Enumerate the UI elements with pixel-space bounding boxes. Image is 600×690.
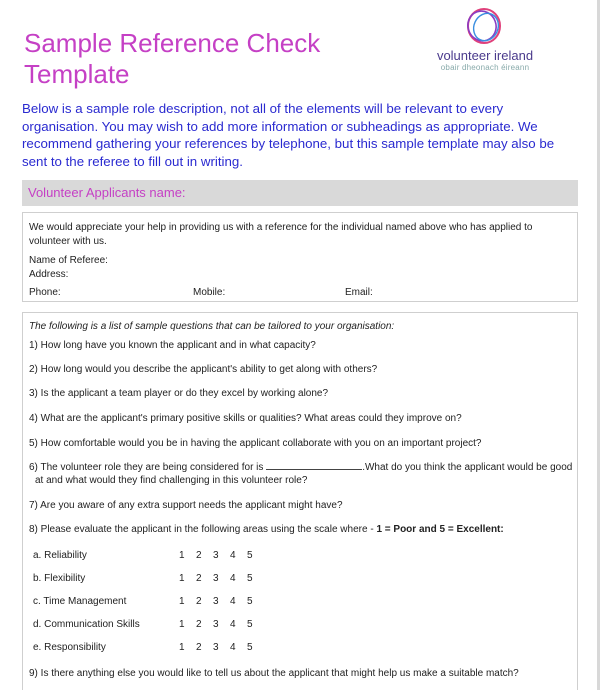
question-7: 7) Are you aware of any extra support needs the applicant might have? — [29, 500, 343, 511]
volunteer-ireland-logo — [430, 6, 540, 72]
referee-phone-label: Phone: — [29, 287, 61, 298]
rating-row: b. Flexibility 1 2 3 4 5 — [33, 573, 273, 585]
questions-box — [22, 312, 578, 690]
referee-name-label: Name of Referee: — [29, 255, 108, 266]
referee-email-label: Email: — [345, 287, 373, 298]
role-blank-line — [266, 461, 362, 470]
rating-scale[interactable]: 1 2 3 4 5 — [179, 596, 253, 607]
rating-scale[interactable]: 1 2 3 4 5 — [179, 642, 253, 653]
logo-name: volunteer ireland — [436, 48, 534, 63]
questions-intro: The following is a list of sample questions that can be tailored to your organisation: — [29, 321, 395, 332]
applicant-name-field[interactable] — [22, 180, 578, 206]
question-2: 2) How long would you describe the applicant's ability to get along with others? — [29, 364, 378, 375]
question-3: 3) Is the applicant a team player or do they excel by working alone? — [29, 388, 329, 399]
referee-intro-text: We would appreciate your help in providing us with a reference for the individual named above who has applied to volunteer with us. — [29, 222, 533, 247]
rating-scale[interactable]: 1 2 3 4 5 — [179, 573, 253, 584]
logo-tagline: obair dheonach éireann — [440, 63, 530, 72]
rating-row: e. Responsibility 1 2 3 4 5 — [33, 642, 273, 654]
rating-row: a. Reliability 1 2 3 4 5 — [33, 550, 273, 562]
question-8: 8) Please evaluate the applicant in the following areas using the scale where - 1 = Poor and 5 = Excellent: — [29, 524, 504, 535]
rating-row: d. Communication Skills 1 2 3 4 5 — [33, 619, 273, 631]
question-9: 9) Is there anything else you would like to tell us about the applicant that might help us make a suitable match? — [29, 668, 519, 679]
applicant-name-label: Volunteer Applicants name: — [28, 185, 186, 200]
rating-scale[interactable]: 1 2 3 4 5 — [179, 619, 253, 630]
intro-paragraph: Below is a sample role description, not all of the elements will be relevant to every organisation. You may wish to add more information or subheadings as appropriate. We recommend gathering your references by telephone, but this sample template may also be sent to the referee to fill out in writing. — [22, 101, 555, 169]
question-4: 4) What are the applicant's primary positive skills or qualities? What areas could they improve on? — [29, 413, 462, 424]
rating-scale[interactable]: 1 2 3 4 5 — [179, 550, 253, 561]
referee-details-box — [22, 212, 578, 302]
question-6: 6) The volunteer role they are being considered for is .What do you think the applicant would be good at and what would they find challenging in this volunteer role? — [29, 462, 573, 486]
question-5: 5) How comfortable would you be in having the applicant collaborate with you on an important project? — [29, 438, 482, 449]
referee-mobile-label: Mobile: — [193, 287, 226, 298]
page-title: Sample Reference Check Template — [24, 28, 321, 89]
logo-rings-icon — [462, 6, 506, 48]
question-1: 1) How long have you known the applicant and in what capacity? — [29, 340, 316, 351]
referee-address-label: Address: — [29, 269, 69, 280]
rating-row: c. Time Management 1 2 3 4 5 — [33, 596, 273, 608]
